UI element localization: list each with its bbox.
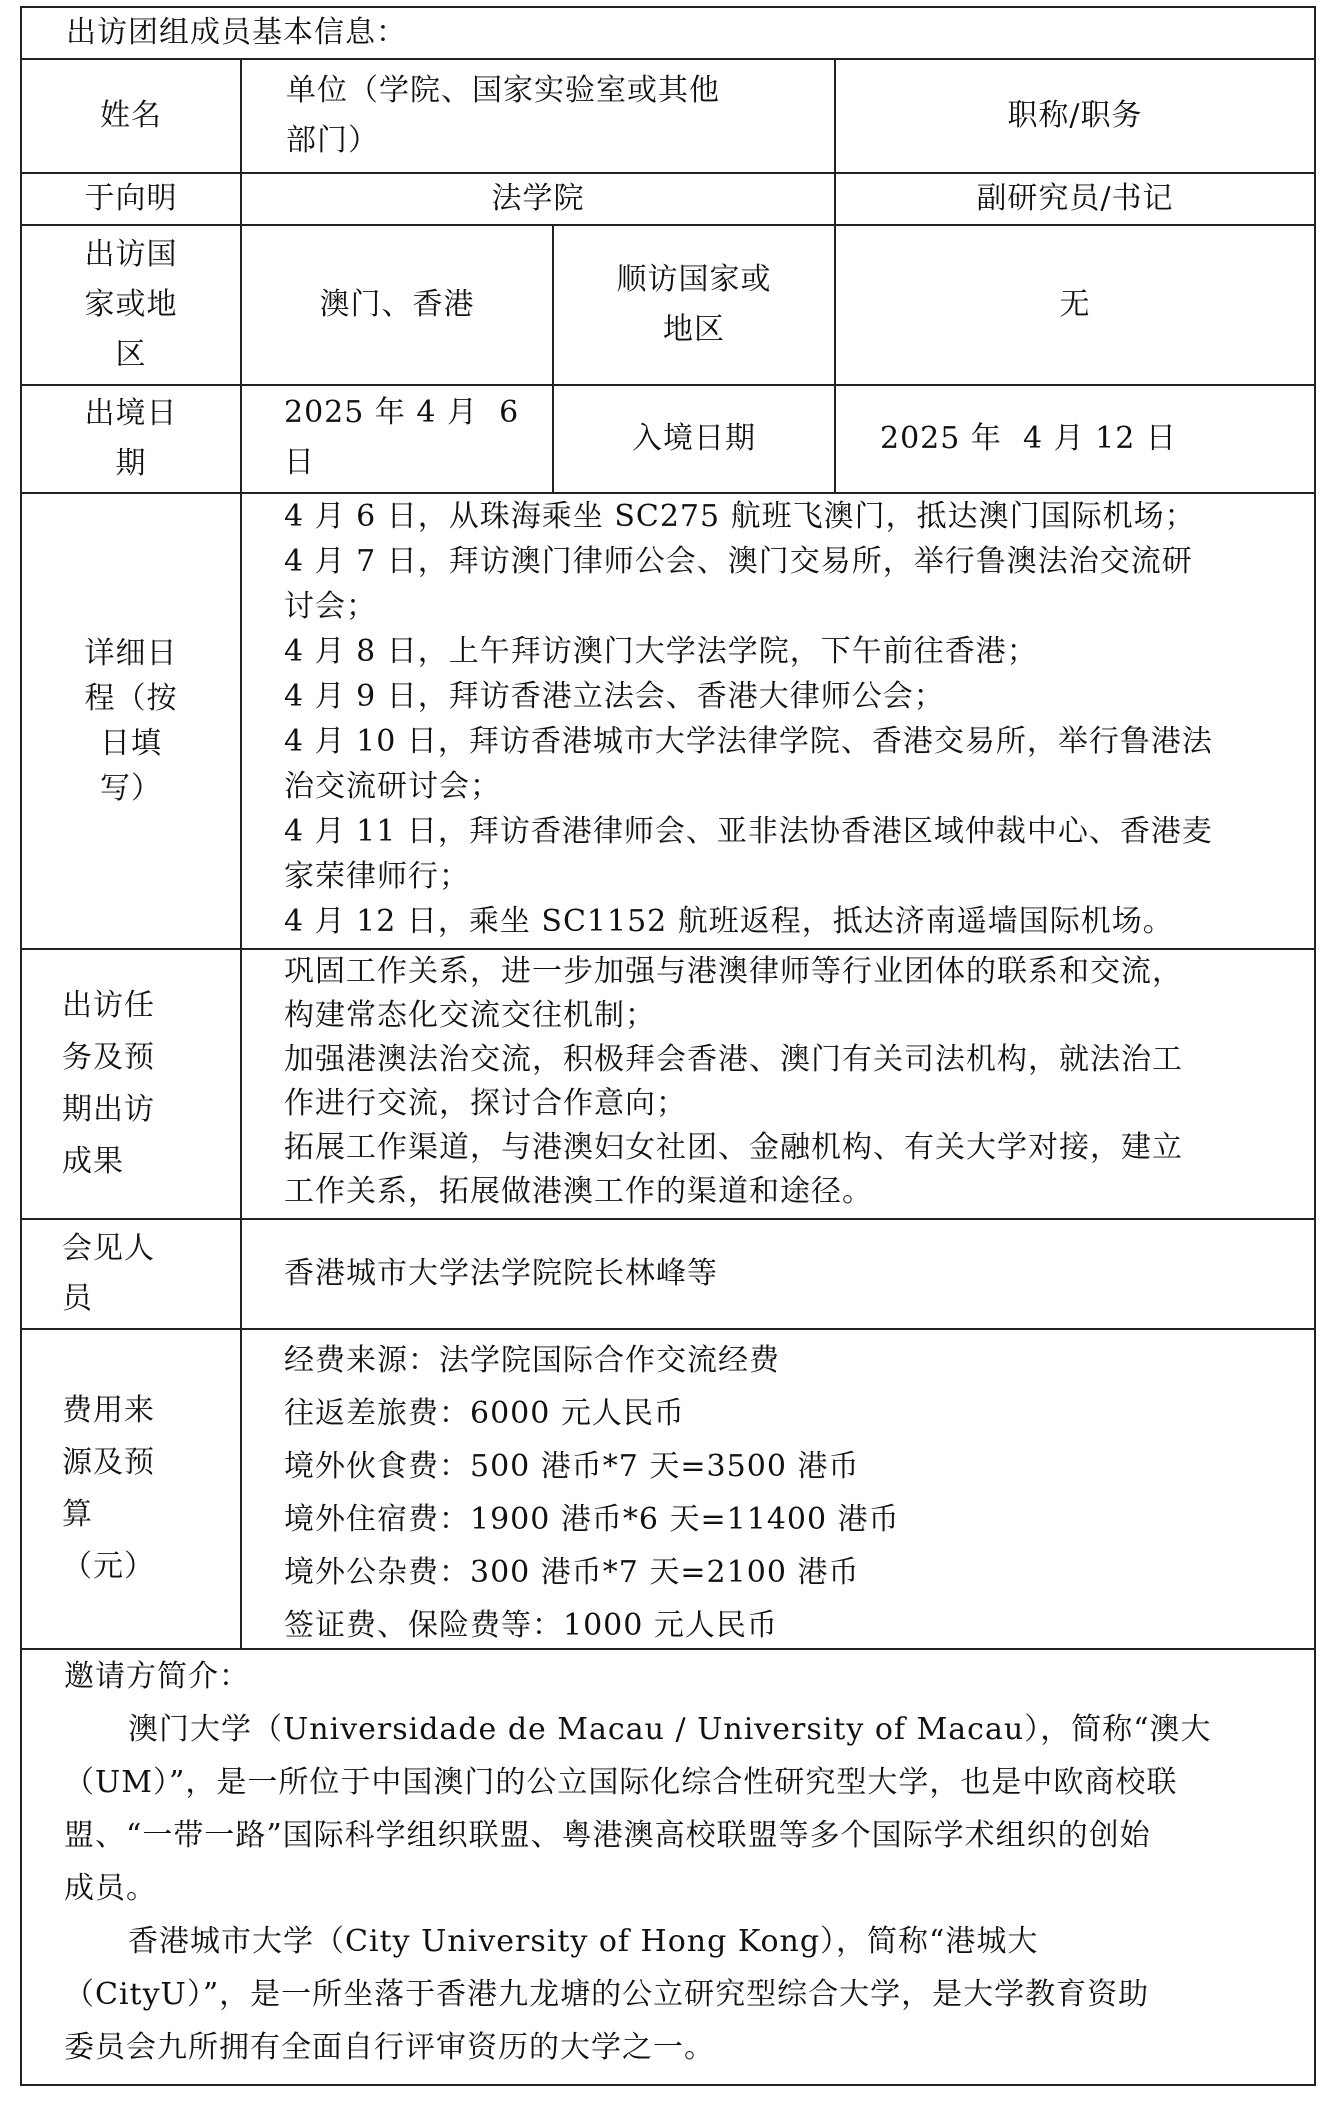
schedule-line: 4 月 8 日，上午拜访澳门大学法学院，下午前往香港； xyxy=(284,634,1038,669)
label-line: 算 xyxy=(62,1497,93,1532)
entry-date-value: 2025 年 4 月 12 日 xyxy=(880,421,1177,456)
budget-row xyxy=(22,1330,1314,1648)
unit-header-line: 部门） xyxy=(286,123,379,158)
transit-value: 无 xyxy=(1059,287,1091,322)
schedule-line: 4 月 9 日，拜访香港立法会、香港大律师公会； xyxy=(284,679,945,714)
schedule-content xyxy=(242,494,1314,948)
exit-date-value xyxy=(242,386,554,492)
inviter-p2-line: （CityU）”，是一所坐落于香港九龙塘的公立研究型综合大学，是大学教育资助 xyxy=(64,1977,1150,2012)
application-form xyxy=(20,6,1316,2086)
schedule-line: 家荣律师行； xyxy=(284,859,470,894)
budget-label xyxy=(22,1330,242,1648)
destination-value: 澳门、香港 xyxy=(242,226,554,384)
schedule-row xyxy=(22,494,1314,948)
unit-header xyxy=(242,60,836,172)
budget-line: 境外伙食费：500 港币*7 天=3500 港币 xyxy=(284,1449,860,1484)
section-title-row xyxy=(22,8,1314,58)
meeting-label xyxy=(22,1220,242,1328)
label-line: 务及预 xyxy=(62,1040,155,1075)
budget-line: 签证费、保险费等：1000 元人民币 xyxy=(284,1608,778,1643)
task-line: 拓展工作渠道，与港澳妇女社团、金融机构、有关大学对接，建立 xyxy=(284,1130,1183,1165)
label-line: 详细日 xyxy=(84,636,178,671)
meeting-row xyxy=(22,1220,1314,1328)
schedule-line: 4 月 12 日，乘坐 SC1152 航班返程，抵达济南遥墙国际机场。 xyxy=(284,904,1174,939)
label-line: 日填 xyxy=(100,726,162,761)
label-line: 出访任 xyxy=(62,988,155,1023)
budget-line: 经费来源：法学院国际合作交流经费 xyxy=(284,1343,780,1378)
inviter-p1-line: 澳门大学（Universidade de Macau / University of Macau），简称“澳大 xyxy=(128,1712,1212,1747)
label-line: 期 xyxy=(115,446,147,481)
label-line: 费用来 xyxy=(62,1393,155,1428)
name-header: 姓名 xyxy=(22,60,242,172)
label-line: 家或地 xyxy=(84,287,178,322)
label-line: 员 xyxy=(62,1281,93,1316)
entry-date-label: 入境日期 xyxy=(554,386,836,492)
schedule-line: 治交流研讨会； xyxy=(284,769,501,804)
member-unit: 法学院 xyxy=(242,174,836,224)
inviter-p1-line: （UM）”，是一所位于中国澳门的公立国际化综合性研究型大学，也是中欧商校联 xyxy=(64,1765,1178,1800)
label-line: 成果 xyxy=(62,1144,124,1179)
task-line: 加强港澳法治交流，积极拜会香港、澳门有关司法机构，就法治工 xyxy=(284,1042,1183,1077)
meeting-value: 香港城市大学法学院院长林峰等 xyxy=(284,1256,718,1291)
inviter-row xyxy=(22,1650,1314,2084)
transit-label xyxy=(554,226,836,384)
label-line: 期出访 xyxy=(62,1092,155,1127)
tasks-content xyxy=(242,950,1314,1218)
task-line: 作进行交流，探讨合作意向； xyxy=(284,1086,687,1121)
budget-line: 境外公杂费：300 港币*7 天=2100 港币 xyxy=(284,1555,860,1590)
label-line: 会见人 xyxy=(62,1231,155,1266)
destination-row xyxy=(22,226,1314,384)
value-line: 2025 年 4 月 6 xyxy=(284,395,520,430)
dates-row xyxy=(22,386,1314,492)
schedule-line: 4 月 7 日，拜访澳门律师公会、澳门交易所，举行鲁澳法治交流研 xyxy=(284,544,1193,579)
title-header: 职称/职务 xyxy=(1007,98,1143,133)
inviter-title: 邀请方简介： xyxy=(64,1659,250,1694)
header-row xyxy=(22,60,1314,172)
member-title: 副研究员/书记 xyxy=(976,181,1174,216)
inviter-p1-line: 成员。 xyxy=(64,1871,157,1906)
label-line: 出访国 xyxy=(84,237,178,272)
schedule-line: 讨会； xyxy=(284,589,377,624)
task-line: 工作关系，拓展做港澳工作的渠道和途径。 xyxy=(284,1174,873,1209)
member-name: 于向明 xyxy=(22,174,242,224)
label-line: 区 xyxy=(115,337,147,372)
inviter-p2-line: 香港城市大学（City University of Hong Kong），简称“港城大 xyxy=(128,1924,1039,1959)
schedule-line: 4 月 6 日，从珠海乘坐 SC275 航班飞澳门，抵达澳门国际机场； xyxy=(284,499,1196,534)
exit-date-label xyxy=(22,386,242,492)
label-line: 程（按 xyxy=(84,681,178,716)
member-row xyxy=(22,174,1314,224)
tasks-label xyxy=(22,950,242,1218)
task-line: 巩固工作关系，进一步加强与港澳律师等行业团体的联系和交流， xyxy=(284,954,1183,989)
inviter-section xyxy=(64,1650,1294,2074)
budget-line: 往返差旅费：6000 元人民币 xyxy=(284,1396,685,1431)
budget-line: 境外住宿费：1900 港币*6 天=11400 港币 xyxy=(284,1502,900,1537)
schedule-line: 4 月 11 日，拜访香港律师会、亚非法协香港区域仲裁中心、香港麦 xyxy=(284,814,1213,849)
inviter-p2-line: 委员会九所拥有全面自行评审资历的大学之一。 xyxy=(64,2030,715,2065)
label-line: 写） xyxy=(100,771,162,806)
label-line: 源及预 xyxy=(62,1445,155,1480)
schedule-label xyxy=(22,494,242,948)
label-line: 出境日 xyxy=(84,396,178,431)
value-line: 日 xyxy=(284,445,315,480)
tasks-row xyxy=(22,950,1314,1218)
schedule-line: 4 月 10 日，拜访香港城市大学法律学院、香港交易所，举行鲁港法 xyxy=(284,724,1213,759)
destination-label xyxy=(22,226,242,384)
label-line: （元） xyxy=(62,1549,155,1584)
label-line: 地区 xyxy=(663,312,725,347)
budget-content xyxy=(242,1330,1314,1648)
task-line: 构建常态化交流交往机制； xyxy=(284,998,656,1033)
label-line: 顺访国家或 xyxy=(616,262,772,297)
inviter-p1-line: 盟、“一带一路”国际科学组织联盟、粤港澳高校联盟等多个国际学术组织的创始 xyxy=(64,1818,1151,1853)
unit-header-line: 单位（学院、国家实验室或其他 xyxy=(286,73,720,108)
section-title: 出访团组成员基本信息： xyxy=(66,15,407,50)
